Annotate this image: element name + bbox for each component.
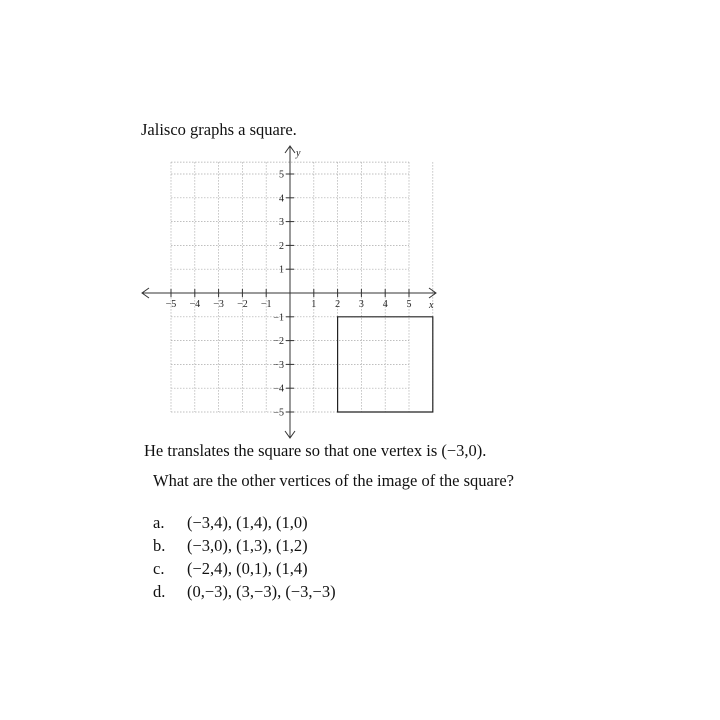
y-tick-label: 5 xyxy=(279,169,284,181)
choice-text: (0,−3), (3,−3), (−3,−3) xyxy=(187,582,336,601)
intro-text: Jalisco graphs a square. xyxy=(141,120,297,139)
choice-letter: a. xyxy=(153,513,165,532)
x-tick-label: −3 xyxy=(213,299,224,310)
x-tick-label: −5 xyxy=(165,299,177,310)
choice-letter: c. xyxy=(153,559,165,578)
answer-choice-c[interactable] xyxy=(153,559,308,579)
y-tick-label: 1 xyxy=(279,264,284,276)
answer-choice-b[interactable] xyxy=(153,536,308,556)
x-tick-label: 5 xyxy=(406,299,412,310)
translation-statement: He translates the square so that one vertex is (−3,0). xyxy=(144,441,487,460)
y-tick-label: −4 xyxy=(273,383,284,395)
x-tick-label: 1 xyxy=(311,299,317,310)
question-text: What are the other vertices of the image of the square? xyxy=(153,471,514,490)
x-tick-label: 2 xyxy=(335,299,341,310)
grid xyxy=(171,162,433,412)
answer-choice-a[interactable] xyxy=(153,513,308,533)
x-tick-label: 4 xyxy=(382,299,388,310)
y-tick-label: 2 xyxy=(279,240,284,252)
y-axis-label: y xyxy=(296,148,301,159)
choice-text: (−3,4), (1,4), (1,0) xyxy=(187,513,308,532)
y-tick-label: −5 xyxy=(273,407,284,419)
y-tick-label: −3 xyxy=(273,359,284,371)
x-tick-label: −2 xyxy=(237,299,248,310)
choice-text: (−2,4), (0,1), (1,4) xyxy=(187,559,308,578)
x-tick-label: 3 xyxy=(358,299,364,310)
choice-letter: d. xyxy=(153,582,166,601)
y-tick-label: −2 xyxy=(273,336,284,348)
axes xyxy=(142,146,436,438)
choice-text: (−3,0), (1,3), (1,2) xyxy=(187,536,308,555)
answer-choice-d[interactable] xyxy=(153,582,336,602)
y-tick-label: 3 xyxy=(279,217,284,229)
x-tick-label: −4 xyxy=(189,299,201,310)
x-tick-label: −1 xyxy=(260,299,272,310)
x-axis-label: x xyxy=(429,300,434,311)
ticks xyxy=(166,170,412,419)
choice-letter: b. xyxy=(153,536,166,555)
y-tick-label: 4 xyxy=(279,193,284,205)
y-tick-label: −1 xyxy=(273,312,284,324)
